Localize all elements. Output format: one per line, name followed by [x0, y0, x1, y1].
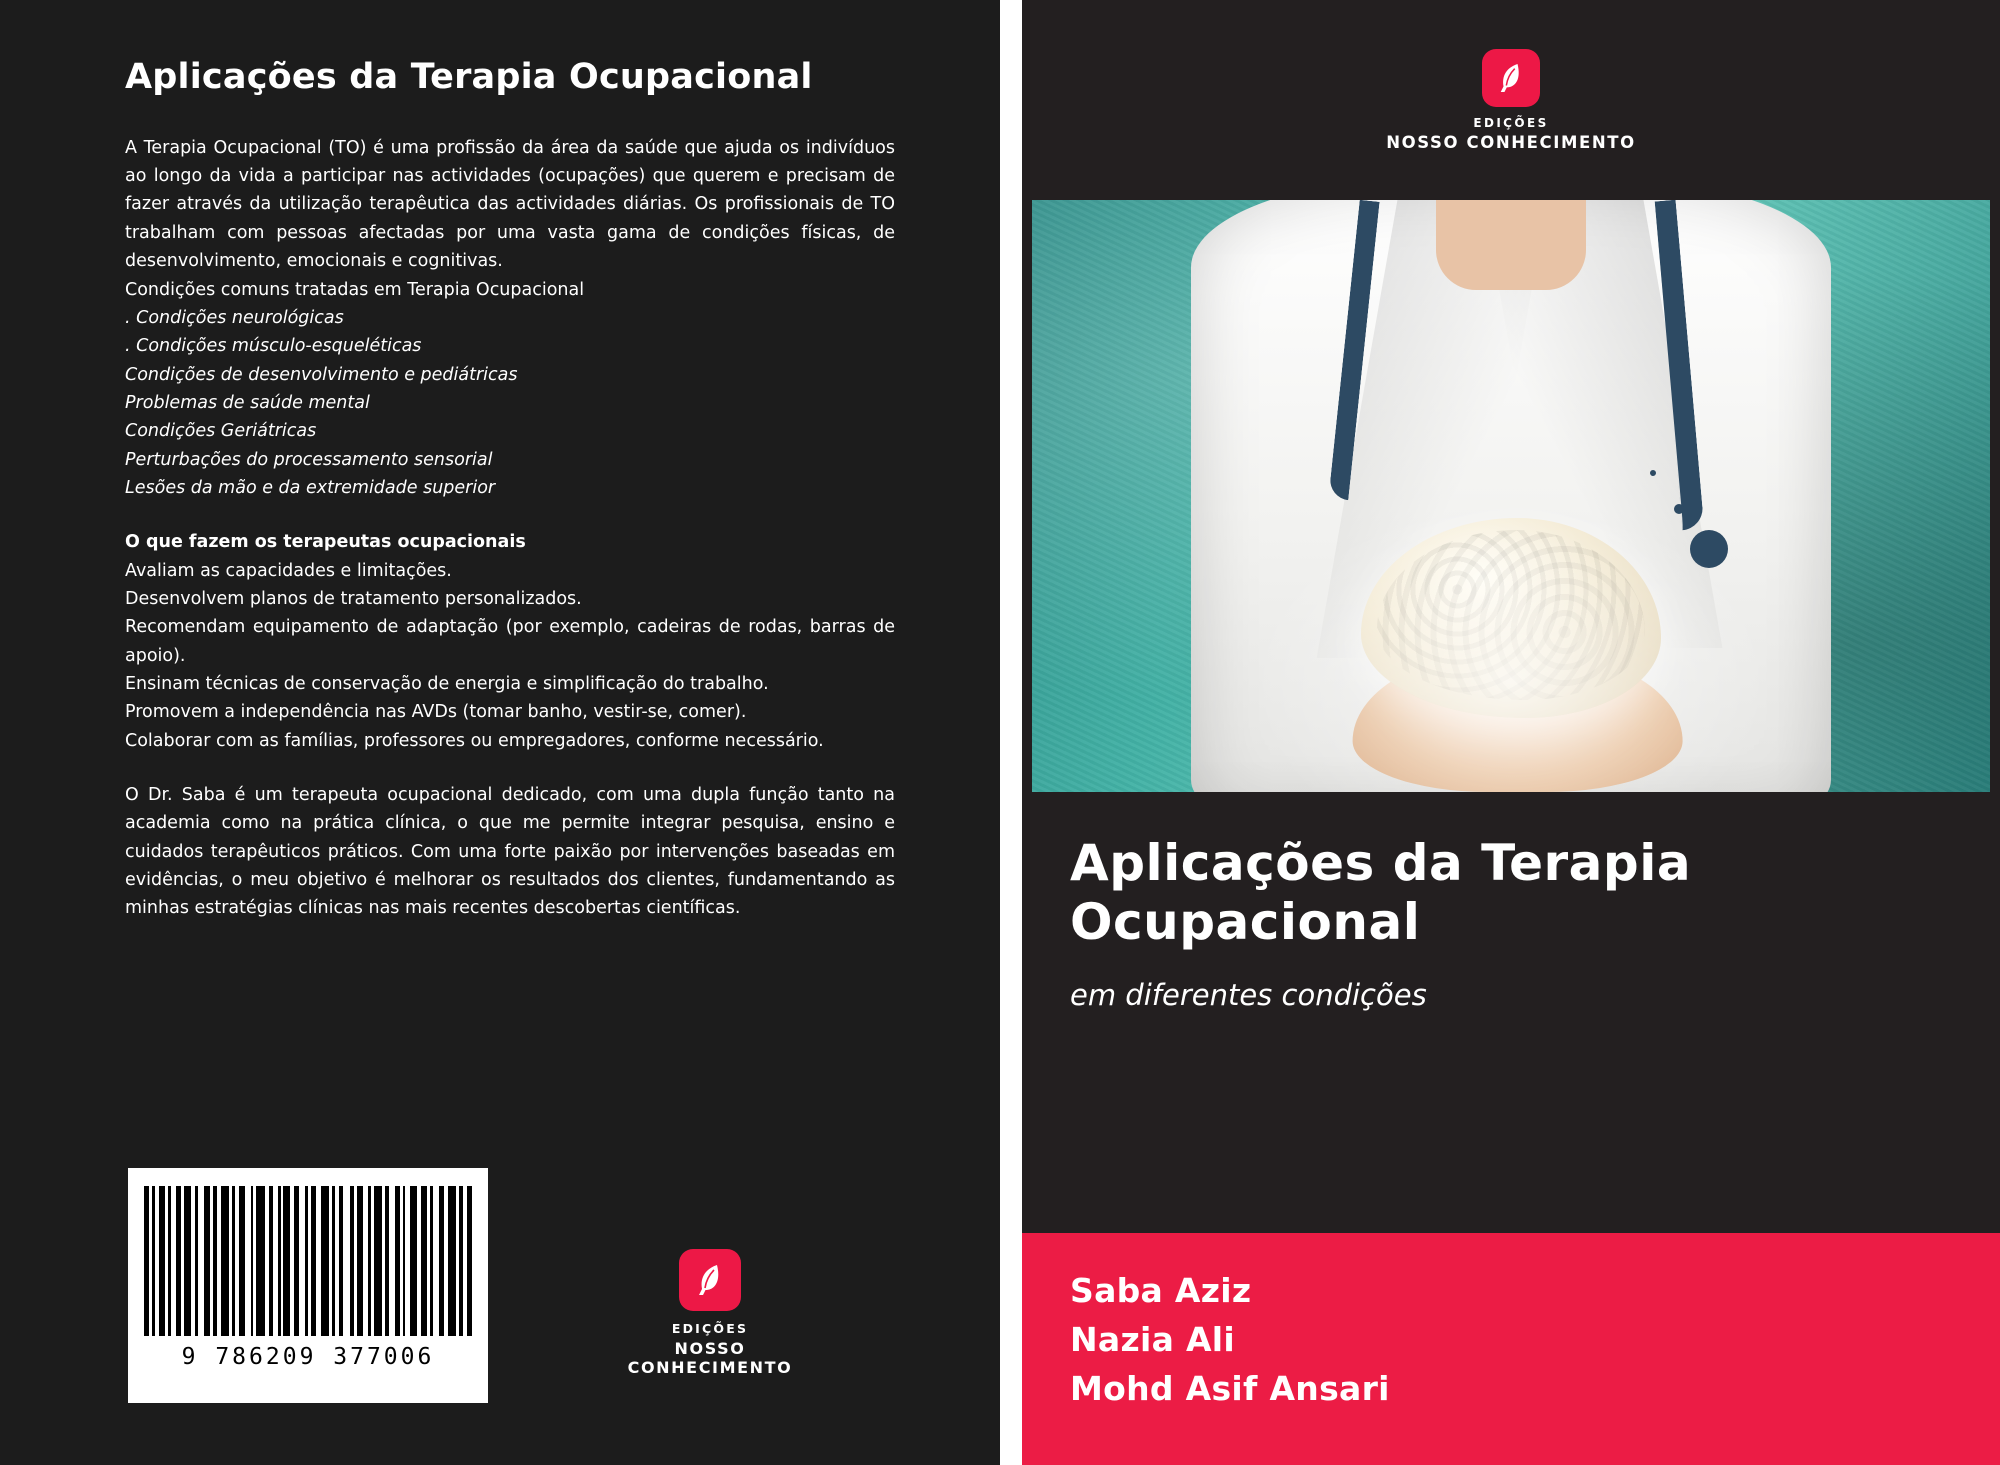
stethoscope-chestpiece: [1690, 530, 1728, 568]
barcode-number: 9 786209 377006: [181, 1344, 435, 1370]
book-spine: [1000, 0, 1022, 1465]
publisher-logo-front: [1022, 0, 2000, 200]
condition-item: . Condições neurológicas: [125, 307, 344, 328]
doctor-neck: [1436, 200, 1586, 290]
publisher-logo-back: [600, 1249, 820, 1377]
front-cover: [1022, 0, 2000, 1465]
role-item: Ensinam técnicas de conservação de energia e simplificação do trabalho.: [125, 673, 769, 694]
author-name: Saba Aziz: [1070, 1271, 1252, 1310]
role-item: Colaborar com as famílias, professores ou empregadores, conforme necessário.: [125, 730, 824, 751]
front-title-block: [1022, 792, 2000, 1157]
blurb-paragraph: A Terapia Ocupacional (TO) é uma profissão da área da saúde que ajuda os indivíduos ao longo da vida a participar nas actividades (ocupações) que querem e precisam de fazer através da utilização terapêutica das actividades diárias. Os profissionais de TO trabalham com pessoas afectadas por uma vasta gama de condições físicas, de desenvolvimento, emocionais e cognitivas.: [125, 137, 895, 272]
role-item: Promovem a independência nas AVDs (tomar banho, vestir-se, comer).: [125, 702, 747, 723]
cover-photo: [1032, 200, 1990, 792]
role-heading: O que fazem os terapeutas ocupacionais: [125, 532, 526, 553]
author-bio: O Dr. Saba é um terapeuta ocupacional dedicado, com uma dupla função tanto na academia como na prática clínica, o que me permite integrar pesquisa, ensino e cuidados terapêuticos práticos. Com uma forte paixão por intervenções baseadas em evidências, o meu objetivo é melhorar os resultados dos clientes, fundamentando as minhas estratégias clínicas nas mais recentes descobertas científicas.: [125, 785, 895, 919]
publisher-line2: NOSSO CONHECIMENTO: [1386, 132, 1636, 152]
author-block: [1022, 1233, 2000, 1465]
feather-icon: [679, 1249, 741, 1311]
publisher-line2: NOSSO CONHECIMENTO: [627, 1339, 793, 1377]
condition-item: . Condições músculo-esqueléticas: [125, 336, 422, 357]
author-name: Mohd Asif Ansari: [1070, 1368, 1390, 1408]
barcode: [128, 1168, 488, 1403]
condition-item: Condições Geriátricas: [125, 421, 317, 442]
condition-item: Perturbações do processamento sensorial: [125, 449, 493, 470]
feather-icon: [1482, 49, 1540, 107]
role-item: Avaliam as capacidades e limitações.: [125, 560, 452, 581]
publisher-line1: EDIÇÕES: [671, 1321, 749, 1336]
front-cover-subtitle: em diferentes condições: [1070, 978, 1427, 1012]
back-cover-content: [125, 55, 895, 923]
role-item: Recomendam equipamento de adaptação (por exemplo, cadeiras de rodas, barras de apoio).: [125, 617, 895, 666]
back-cover-title: Aplicações da Terapia Ocupacional: [125, 57, 813, 97]
back-cover-blurb: [125, 134, 895, 923]
author-name: Nazia Ali: [1070, 1319, 1236, 1359]
condition-item: Lesões da mão e da extremidade superior: [125, 477, 496, 498]
barcode-bars: [144, 1186, 472, 1336]
publisher-line1: EDIÇÕES: [1473, 115, 1549, 130]
condition-item: Problemas de saúde mental: [125, 392, 370, 413]
condition-item: Condições de desenvolvimento e pediátricas: [125, 364, 518, 385]
front-cover-title: Aplicações da Terapia Ocupacional: [1070, 834, 1692, 951]
role-item: Desenvolvem planos de tratamento personalizados.: [125, 588, 582, 609]
conditions-heading: Condições comuns tratadas em Terapia Ocupacional: [125, 279, 585, 300]
